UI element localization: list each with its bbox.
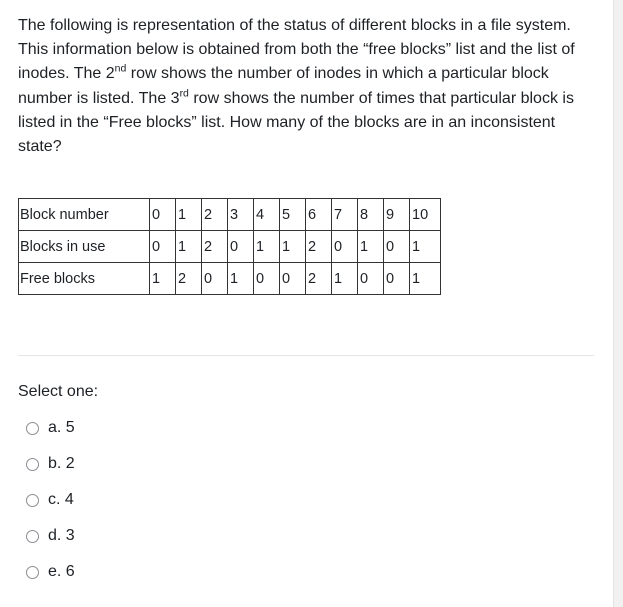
table-cell: 0 — [358, 263, 384, 295]
table-cell: 0 — [280, 263, 306, 295]
table-cell: 8 — [358, 199, 384, 231]
table-cell: 0 — [254, 263, 280, 295]
scrollbar-track[interactable] — [613, 0, 623, 607]
table-cell: 2 — [306, 231, 332, 263]
table-cell: 2 — [202, 199, 228, 231]
question-text — [18, 14, 590, 159]
row-label: Blocks in use — [19, 231, 150, 263]
divider — [18, 355, 594, 356]
table-cell: 7 — [332, 199, 358, 231]
answer-option[interactable] — [26, 482, 75, 518]
table-cell: 2 — [176, 263, 202, 295]
question-line-1: The following is representation of the status of different blocks in a file system. — [18, 17, 571, 34]
question-line-2: This information below is obtained from both the “free blocks” list and the list of — [18, 41, 575, 59]
table-cell: 1 — [332, 263, 358, 295]
answer-option[interactable] — [26, 518, 75, 554]
table-cell: 1 — [280, 231, 306, 263]
table-cell: 0 — [332, 231, 358, 263]
table-row — [19, 263, 441, 295]
answer-option[interactable] — [26, 554, 75, 590]
table-cell: 5 — [280, 199, 306, 231]
table-cell: 4 — [254, 199, 280, 231]
table-cell: 1 — [410, 231, 441, 263]
table-cell: 0 — [150, 199, 176, 231]
question-line-4b: row shows the number of times that particular block is — [188, 89, 574, 107]
option-label[interactable]: c. 4 — [48, 491, 74, 508]
table-cell: 9 — [384, 199, 410, 231]
table-cell: 1 — [410, 263, 441, 295]
question-line-3a: inodes. The 2 — [18, 65, 115, 83]
option-label[interactable]: d. 3 — [48, 527, 75, 544]
option-label[interactable]: a. 5 — [48, 419, 75, 436]
table-cell: 0 — [202, 263, 228, 295]
block-status-table — [18, 198, 441, 295]
table-cell: 1 — [254, 231, 280, 263]
table-row — [19, 199, 441, 231]
radio-button[interactable] — [26, 566, 39, 579]
table-body — [19, 199, 441, 295]
row-label: Free blocks — [19, 263, 150, 295]
answer-option[interactable] — [26, 410, 75, 446]
table-cell: 0 — [384, 231, 410, 263]
option-label[interactable]: b. 2 — [48, 455, 75, 472]
superscript-nd: nd — [114, 63, 127, 76]
question-line-4a: number is listed. The 3 — [18, 89, 180, 107]
table-cell: 1 — [228, 263, 254, 295]
table-cell: 2 — [202, 231, 228, 263]
table-row — [19, 231, 441, 263]
radio-button[interactable] — [26, 530, 39, 543]
table-cell: 6 — [306, 199, 332, 231]
answer-options — [26, 410, 75, 590]
superscript-rd: rd — [179, 87, 189, 100]
table-cell: 1 — [176, 231, 202, 263]
question-line-3b: row shows the number of inodes in which a particular block — [126, 65, 549, 83]
table-cell: 2 — [306, 263, 332, 295]
table-cell: 3 — [228, 199, 254, 231]
select-one-label: Select one: — [18, 383, 99, 400]
table-cell: 1 — [176, 199, 202, 231]
answer-option[interactable] — [26, 446, 75, 482]
option-label[interactable]: e. 6 — [48, 563, 75, 580]
table-cell: 0 — [384, 263, 410, 295]
radio-button[interactable] — [26, 494, 39, 507]
question-line-5: listed in the “Free blocks” list. How many of the blocks are in an inconsistent — [18, 113, 556, 131]
table-cell: 1 — [358, 231, 384, 263]
table-cell: 0 — [228, 231, 254, 263]
radio-button[interactable] — [26, 422, 39, 435]
table-cell: 1 — [150, 263, 176, 295]
row-label: Block number — [19, 199, 150, 231]
question-line-6: state? — [18, 138, 62, 156]
table-cell: 0 — [150, 231, 176, 263]
radio-button[interactable] — [26, 458, 39, 471]
table-cell: 10 — [410, 199, 441, 231]
